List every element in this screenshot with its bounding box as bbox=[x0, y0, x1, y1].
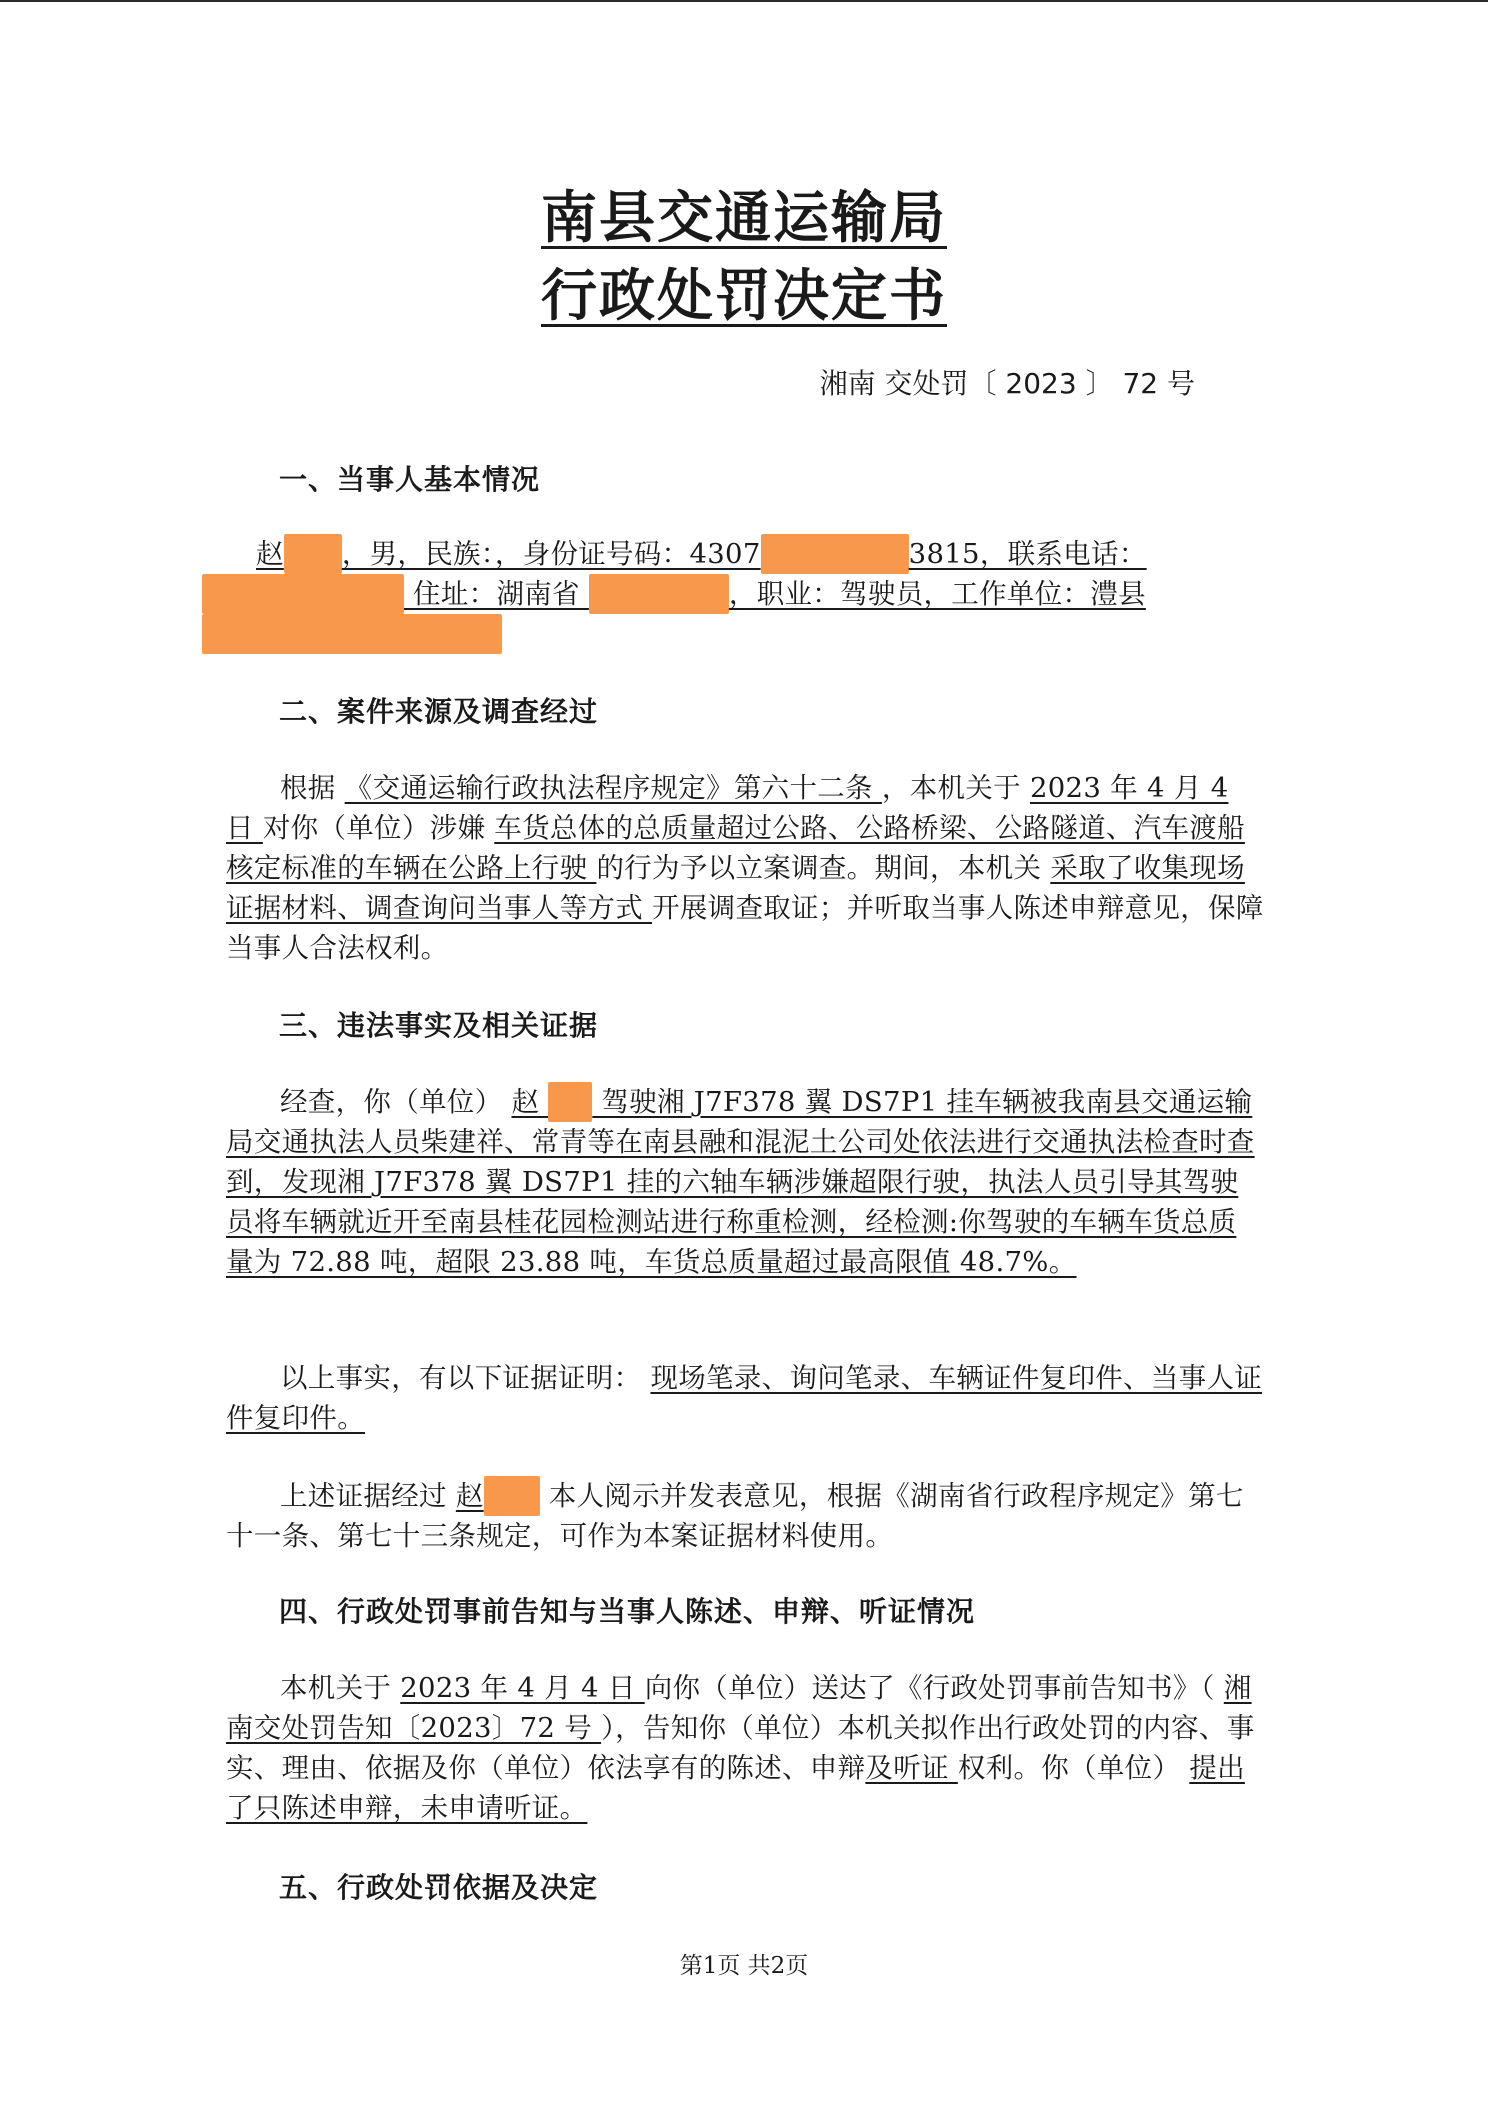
underlined-field: 采取了收集现场证据材料、调查询问当事人等方式 bbox=[226, 852, 1245, 924]
page-footer: 第1页 共2页 bbox=[679, 1953, 809, 1979]
text-run: 以上事实，有以下证据证明： bbox=[280, 1362, 651, 1394]
section-1-paragraph-1 bbox=[202, 534, 1264, 654]
text-run: 对你（单位）涉嫌 bbox=[262, 812, 495, 844]
underlined-field: 车货总体的总质量超过公路、公路桥梁、公路隧道、汽车渡船核定标准的车辆在公路上行驶 bbox=[226, 812, 1245, 884]
underlined-field: 赵 bbox=[511, 1086, 549, 1118]
underlined-field: 及听证 bbox=[865, 1752, 958, 1784]
redaction-box bbox=[202, 574, 404, 614]
text-run: 向你（单位）送达了《行政处罚事前告知书》（ bbox=[644, 1672, 1224, 1704]
underlined-field: 《交通运输行政执法程序规定》第六十二条 bbox=[344, 772, 882, 804]
section-4-paragraph-1 bbox=[226, 1668, 1264, 1828]
redaction-box bbox=[284, 534, 342, 574]
underlined-field: 2023 年 4 月 4 日 bbox=[226, 772, 1229, 844]
text-run: ，本机关于 bbox=[881, 772, 1030, 804]
redaction-box bbox=[484, 1476, 540, 1516]
underlined-field: 现场笔录、询问笔录、车辆证件复印件、当事人证件复印件。 bbox=[226, 1362, 1263, 1434]
underlined-field: 赵 bbox=[455, 1480, 484, 1512]
section-3-paragraph-2 bbox=[226, 1358, 1264, 1438]
underlined-field: 赵 bbox=[256, 538, 284, 570]
text-run: 经查，你（单位） bbox=[280, 1086, 512, 1118]
section-heading-1: 一、当事人基本情况 bbox=[279, 463, 541, 496]
section-heading-2: 二、案件来源及调查经过 bbox=[279, 695, 599, 728]
title-line-1 bbox=[0, 184, 1488, 254]
section-heading-5: 五、行政处罚依据及决定 bbox=[279, 1871, 599, 1904]
top-border bbox=[0, 0, 1488, 2]
underlined-field: 湘南交处罚告知〔2023〕72 号 bbox=[226, 1672, 1252, 1744]
underlined-field: 住址：湖南省 bbox=[404, 578, 589, 610]
underlined-field: ，职业：驾驶员，工作单位：澧县 bbox=[728, 578, 1146, 610]
text-run: ），告知你（单位）本机关拟作出行政处罚的内容、事实、理由、依据及你（单位）依法享有的陈述、申辩 bbox=[226, 1712, 1255, 1784]
text-run: 权利。你（单位） bbox=[957, 1752, 1190, 1784]
redaction-box bbox=[202, 614, 502, 654]
text-run: 本机关于 bbox=[280, 1672, 401, 1704]
section-heading-4: 四、行政处罚事前告知与当事人陈述、申辩、听证情况 bbox=[279, 1595, 976, 1628]
document-number: 湘南 交处罚〔 2023 〕 72 号 bbox=[819, 367, 1195, 400]
underlined-field: 提出了只陈述申辩，未申请听证。 bbox=[226, 1752, 1245, 1824]
text-run: 的行为予以立案调查。期间，本机关 bbox=[596, 852, 1051, 884]
section-heading-3: 三、违法事实及相关证据 bbox=[279, 1009, 599, 1042]
title-line-1-text: 南县交通运输局 bbox=[541, 186, 947, 251]
redaction-box bbox=[589, 574, 729, 614]
text-run: 上述证据经过 bbox=[280, 1480, 456, 1512]
underlined-field: 2023 年 4 月 4 日 bbox=[400, 1672, 645, 1704]
redaction-box bbox=[761, 534, 909, 574]
underlined-field: 3815，联系电话： bbox=[908, 538, 1147, 570]
title-line-2-text: 行政处罚决定书 bbox=[541, 264, 947, 329]
section-3-paragraph-3 bbox=[226, 1476, 1264, 1556]
text-run: 开展调查取证；并听取当事人陈述申辩意见，保障当事人合法权利。 bbox=[226, 892, 1264, 964]
underlined-field: 驾驶湘 J7F378 翼 DS7P1 挂车辆被我南县交通运输局交通执法人员柴建祥、常青等在南县融和混泥土公司处依法进行交通执法检查时查到，发现湘 J7F378 翼 DS7P1 挂的六轴车辆涉嫌超限行驶，执法人员引导其驾驶员将车辆就近开至南县桂花园检测站进行称重检测，经检测:你驾驶的车辆车货总质量为 72.88 吨，超限 23.88 吨，车货总质量超过最高限值 48.7%。 bbox=[226, 1086, 1255, 1278]
title-line-2 bbox=[0, 262, 1488, 332]
section-2-paragraph-1 bbox=[226, 768, 1264, 968]
section-3-paragraph-1 bbox=[226, 1082, 1264, 1282]
redaction-box bbox=[548, 1082, 592, 1122]
text-run: 本人阅示并发表意见，根据《湖南省行政程序规定》第七十一条、第七十三条规定，可作为本案证据材料使用。 bbox=[226, 1480, 1244, 1552]
text-run: 根据 bbox=[280, 772, 345, 804]
underlined-field: ，男，民族：，身份证号码：4307 bbox=[341, 538, 761, 570]
